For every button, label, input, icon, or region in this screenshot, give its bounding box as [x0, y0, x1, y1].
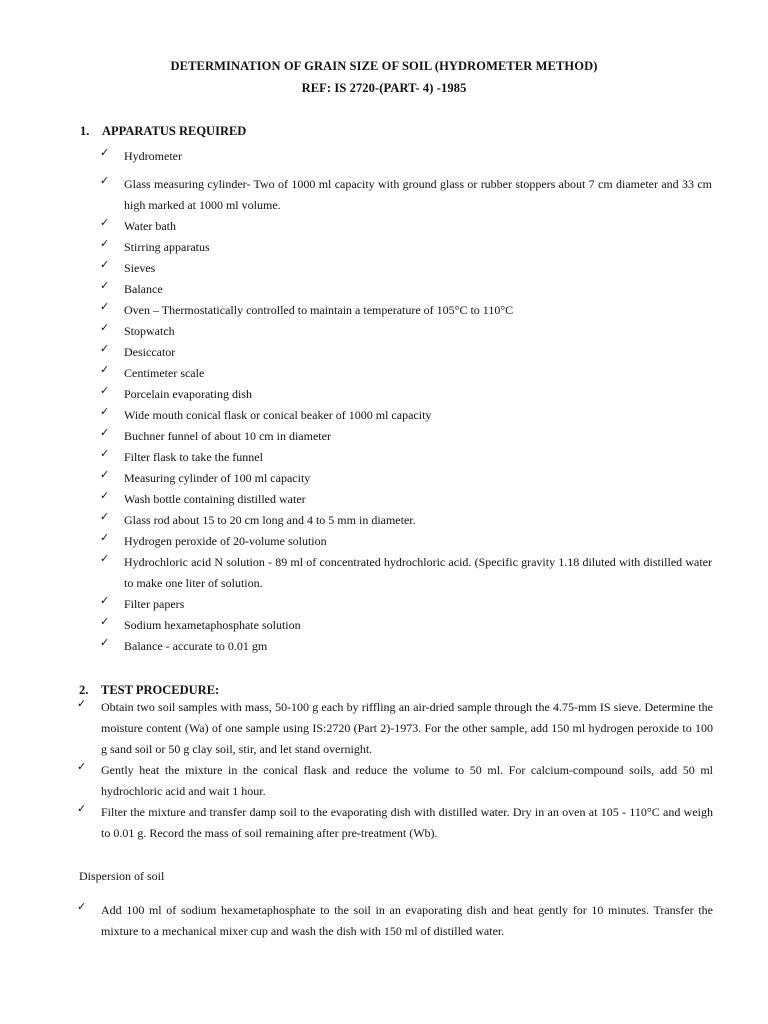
list-item-text: Filter papers [124, 597, 185, 611]
list-item-text: Stopwatch [124, 324, 175, 338]
check-mark-icon: ✓ [100, 216, 110, 229]
list-item [100, 300, 712, 321]
list-item [100, 552, 712, 594]
check-mark-icon: ✓ [100, 552, 110, 565]
list-item-text: Add 100 ml of sodium hexametaphosphate to the soil in an evaporating dish and heat gently for 10 minutes. Transfer the mixture to a mechanical mixer cup and wash the dish with 150 ml of distilled water. [101, 903, 713, 938]
list-item [100, 174, 712, 216]
dispersion-heading: Dispersion of soil [79, 869, 165, 883]
document-title: DETERMINATION OF GRAIN SIZE OF SOIL (HYDROMETER METHOD) [170, 59, 598, 73]
list-item-text: Glass rod about 15 to 20 cm long and 4 to 5 mm in diameter. [124, 513, 416, 527]
list-item-text: Glass measuring cylinder- Two of 1000 ml capacity with ground glass or rubber stoppers about 7 cm diameter and 33 cm high marked at 1000 ml volume. [124, 177, 712, 212]
list-item [100, 531, 712, 552]
list-item [100, 384, 712, 405]
list-item-text: Desiccator [124, 345, 176, 359]
list-item [100, 321, 712, 342]
list-item [77, 697, 713, 760]
list-item [100, 489, 712, 510]
section-number: 1. [80, 124, 90, 138]
list-item-text: Porcelain evaporating dish [124, 387, 252, 401]
list-item-text: Buchner funnel of about 10 cm in diameter [124, 429, 331, 443]
check-mark-icon: ✓ [100, 279, 110, 292]
list-item [77, 802, 713, 844]
check-mark-icon: ✓ [100, 146, 110, 159]
list-item [100, 615, 712, 636]
check-mark-icon: ✓ [100, 426, 110, 439]
check-mark-icon: ✓ [100, 636, 110, 649]
check-mark-icon: ✓ [100, 447, 110, 460]
list-item-text: Balance - accurate to 0.01 gm [124, 639, 268, 653]
list-item [100, 363, 712, 384]
list-item-text: Sodium hexametaphosphate solution [124, 618, 301, 632]
list-item-text: Balance [124, 282, 163, 296]
list-item [100, 146, 712, 167]
check-mark-icon: ✓ [100, 468, 110, 481]
check-mark-icon: ✓ [100, 510, 110, 523]
list-item-text: Gently heat the mixture in the conical flask and reduce the volume to 50 ml. For calcium-compound soils, add 50 ml hydrochloric acid and wait 1 hour. [101, 763, 713, 798]
list-item-text: Centimeter scale [124, 366, 205, 380]
list-item [100, 405, 712, 426]
document-reference: REF: IS 2720-(PART- 4) -1985 [301, 81, 467, 95]
list-item [100, 468, 712, 489]
check-mark-icon: ✓ [77, 697, 87, 710]
list-item [100, 237, 712, 258]
check-mark-icon: ✓ [77, 900, 87, 913]
check-mark-icon: ✓ [100, 489, 110, 502]
check-mark-icon: ✓ [100, 615, 110, 628]
list-item-text: Filter flask to take the funnel [124, 450, 263, 464]
check-mark-icon: ✓ [100, 384, 110, 397]
check-mark-icon: ✓ [100, 405, 110, 418]
section-number: 2. [79, 683, 89, 697]
list-item-text: Hydrometer [124, 149, 182, 163]
check-mark-icon: ✓ [100, 300, 110, 313]
check-mark-icon: ✓ [100, 594, 110, 607]
list-item [100, 636, 712, 657]
check-mark-icon: ✓ [100, 237, 110, 250]
list-item [100, 447, 712, 468]
section-title: APPARATUS REQUIRED [102, 124, 247, 138]
list-item-text: Measuring cylinder of 100 ml capacity [124, 471, 311, 485]
list-item [100, 426, 712, 447]
list-item [100, 258, 712, 279]
list-item [100, 342, 712, 363]
check-mark-icon: ✓ [100, 363, 110, 376]
check-mark-icon: ✓ [77, 760, 87, 773]
check-mark-icon: ✓ [100, 342, 110, 355]
section-procedure-heading [79, 683, 219, 698]
list-item-text: Water bath [124, 219, 177, 233]
list-item [100, 216, 712, 237]
check-mark-icon: ✓ [77, 802, 87, 815]
list-item-text: Filter the mixture and transfer damp soil to the evaporating dish with distilled water. Dry in an oven at 105 - 110°C and weigh to 0.01 g. Record the mass of soil remaining after pre-treatment (Wb). [101, 805, 713, 840]
list-item [100, 594, 712, 615]
list-item [77, 900, 713, 942]
list-item [77, 760, 713, 802]
list-item [100, 279, 712, 300]
list-item-text: Stirring apparatus [124, 240, 210, 254]
list-item-text: Sieves [124, 261, 156, 275]
list-item-text: Hydrogen peroxide of 20-volume solution [124, 534, 327, 548]
check-mark-icon: ✓ [100, 531, 110, 544]
list-item-text: Hydrochloric acid N solution - 89 ml of concentrated hydrochloric acid. (Specific gravity 1.18 diluted with distilled water to make one liter of solution. [124, 555, 712, 590]
list-item-text: Wash bottle containing distilled water [124, 492, 306, 506]
list-item [100, 510, 712, 531]
check-mark-icon: ✓ [100, 321, 110, 334]
check-mark-icon: ✓ [100, 174, 110, 187]
list-item-text: Obtain two soil samples with mass, 50-100 g each by riffling an air-dried sample through the 4.75-mm IS sieve. Determine the moisture content (Wa) of one sample using IS:2720 (Part 2)-1973. For the other sample, add 150 ml hydrogen peroxide to 100 g sand soil or 50 g clay soil, stir, and let stand overnight. [101, 700, 713, 756]
section-title: TEST PROCEDURE: [101, 683, 220, 697]
list-item-text: Wide mouth conical flask or conical beaker of 1000 ml capacity [124, 408, 432, 422]
list-item-text: Oven – Thermostatically controlled to maintain a temperature of 105°C to 110°C [124, 303, 514, 317]
check-mark-icon: ✓ [100, 258, 110, 271]
section-apparatus-heading [80, 124, 246, 139]
